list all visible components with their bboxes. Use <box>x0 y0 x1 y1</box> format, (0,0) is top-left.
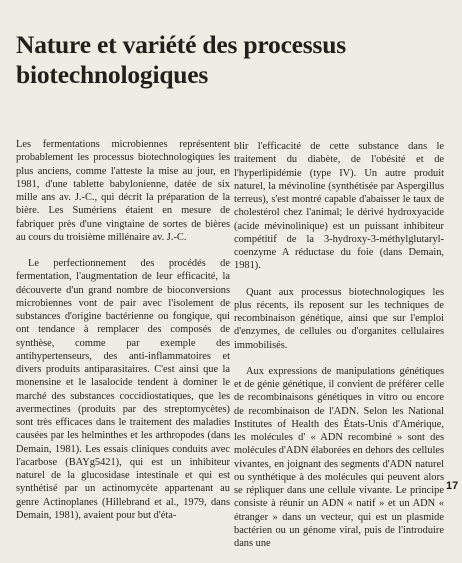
paragraph: Quant aux processus biotechnologiques les plus récents, ils reposent sur les techniques de recombinaison génétique, ainsi que sur l'emploi d'enzymes, de cellules ou d'organites cellulaires immobilisés. <box>234 286 444 351</box>
page-title: Nature et variété des processus biotechnologiques <box>16 30 346 89</box>
paragraph: Les fermentations microbiennes représentent probablement les processus biotechnologiques les plus anciens, comme l'atteste la mise au jour, en 1981, d'une tablette babylonienne, datée de six mille ans av. J.-C., qui décrit la préparation de la bière. Les Sumériens étaient en mesure de fabriquer près d'une vingtaine de sortes de bières au cours du troisième millénaire av. J.-C. <box>16 139 230 243</box>
page-number: 17 <box>446 480 459 492</box>
paragraph: blir l'efficacité de cette substance dans le traitement du diabète, de l'obésité et de l'hyperlipidémie (type IV). Un autre produit naturel, la mévinoline (synthétisée par Aspergillus terreus), s'est montré capable d'abaisser le taux de cholestérol chez l'animal; le dérivé hydroxyacide (acide mévinolinique) est un puissant inhibiteur compétitif de la 3-hydroxy-3-méthylglutaryl-coenzyme A réductase du foie (dans Demain, 1981). <box>234 141 444 272</box>
paragraph: Aux expressions de manipulations génétiques et de génie génétique, il convient de préférer celle de recombinaisons génétiques in vitro ou encore de recombinaison de l'ADN. Selon les National Institutes of Health des États-Unis d'Amérique, les molécules d' « ADN recombiné » sont des molécules d'ADN élaborées en dehors des cellules vivantes, en joignant des segments d'ADN naturel ou synthétique à des molécules qui peuvent alors se répliquer dans une cellule vivante. Le principe consiste à réunir un ADN « natif » et un ADN « étranger » dans un vecteur, qui est un plasmide bactérien ou un génome viral, puis de l'introduire dans une <box>234 365 444 549</box>
left-column <box>16 138 230 535</box>
paragraph: Le perfectionnement des procédés de fermentation, l'augmentation de leur efficacité, la découverte d'un grand nombre de bioconversions microbiennes vont de pair avec l'isolement de substances d'origine bactérienne ou fongique, qui ont tendance à remplacer des composés de synthèse, comme par exemple des antihypertenseurs, des anti-inflammatoires et divers produits antiparasitaires. C'est ainsi que la monensine et le lasalocide tendent à dominer le marché des substances coccidiostatiques, que les avermectines (produits par des streptomycètes) sont très efficaces dans le traitement des maladies causées par les helminthes et les arthropodes (dans Demain, 1981). Les essais cliniques conduits avec l'acarbose (BAYg5421), qui est un inhibiteur naturel de la glucosidase intestinale et qui est synthétisé par un actinomycète appartenant au genre Actinoplanes (Hillebrand et al., 1979, dans Demain, 1981), avaient pour but d'éta- <box>16 258 230 521</box>
